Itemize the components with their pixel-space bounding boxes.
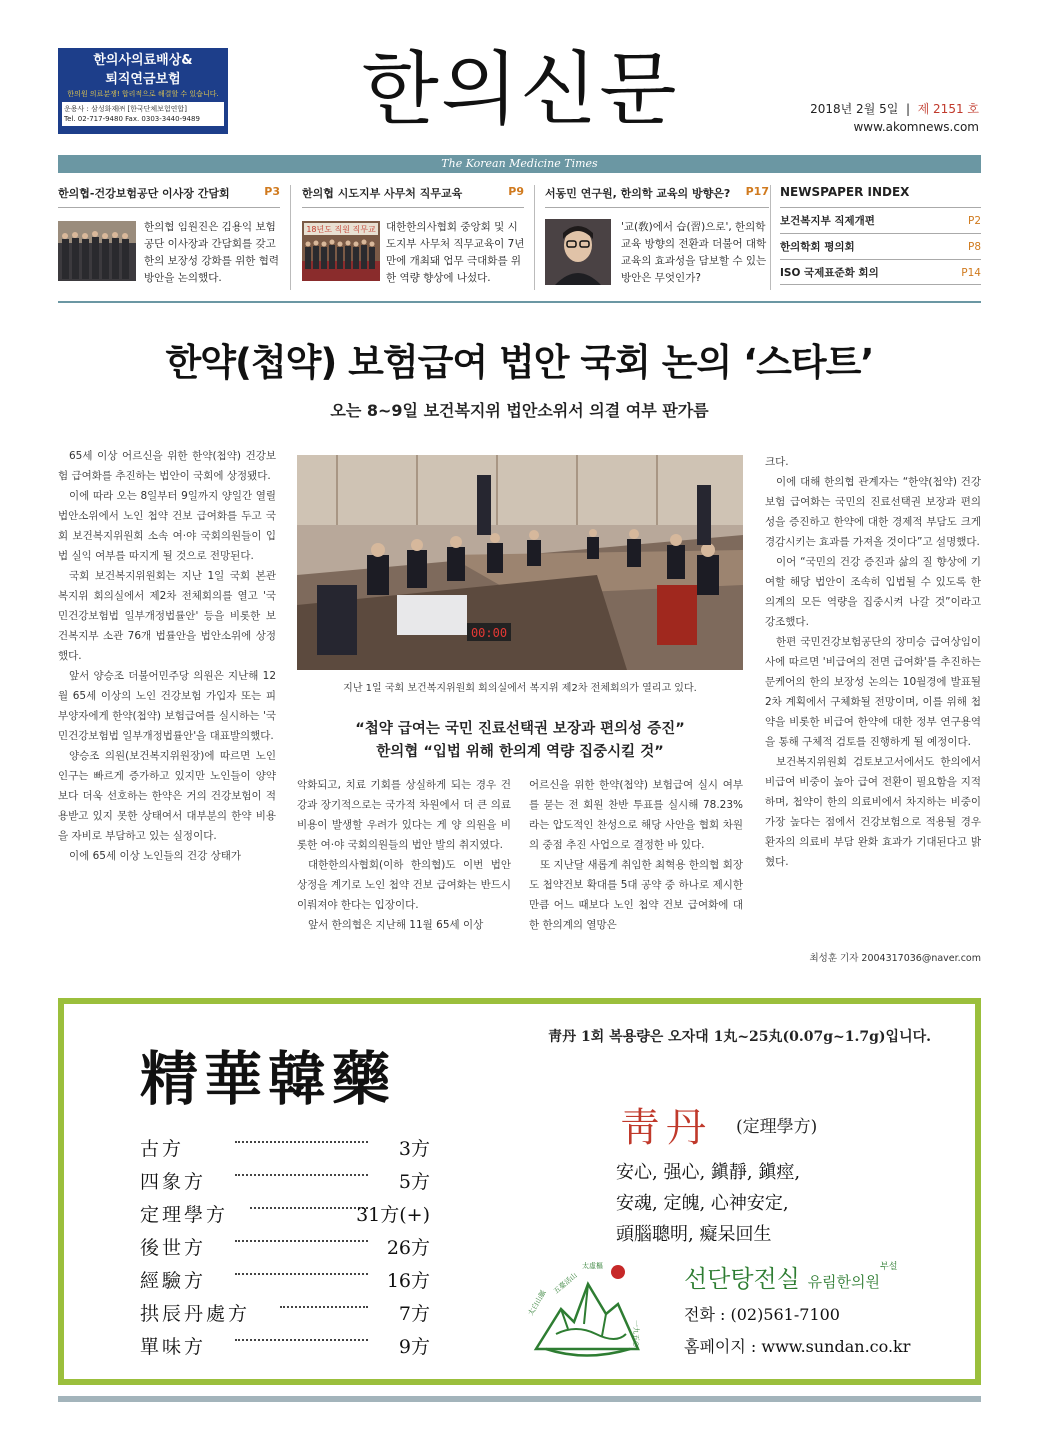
teaser-title: 한의협-건강보험공단 이사장 간담회 (58, 187, 230, 200)
teaser-portrait (545, 219, 611, 285)
teaser-page: P9 (508, 185, 524, 198)
newspaper-index (780, 185, 981, 285)
teaser-photo-banner-text: 18년도 직원 직무교 (306, 225, 376, 234)
article-photo (297, 455, 743, 670)
divider (290, 185, 291, 290)
recipe-name: 古方 (140, 1138, 185, 1160)
index-item-label: ISO 국제표준화 회의 (780, 267, 879, 279)
product-effect: 頭腦聰明, 癡呆回生 (616, 1224, 772, 1245)
teaser-1[interactable] (58, 185, 280, 290)
product-name: 靑丹 (620, 1105, 712, 1151)
index-item-label: 한의학회 평의회 (780, 241, 855, 253)
store-tag: 부설 (880, 1262, 898, 1272)
index-item-page: P2 (967, 215, 981, 227)
teaser-title: 서동민 연구원, 한의학 교육의 방향은? (545, 187, 731, 200)
product-subtitle: (定理學方) (736, 1117, 818, 1137)
paragraph: 악화되고, 치료 기회를 상실하게 되는 경우 건강과 장기적으로는 국가적 차원에서 더 큰 의료비용이 발생할 우려가 있다는 게 양 의원을 비롯한 여·야 국회의원들의 법안 발의 취지였다. (297, 779, 511, 851)
teaser-2[interactable] (302, 185, 524, 290)
paragraph: 앞서 양승조 더불어민주당 의원은 지난해 12월 65세 이상의 노인 건강보험 가입자 또는 피부양자에게 한약(첩약) 보험급여를 실시하는 '국민건강보험법 일부개정법률안'을 대표발의했다. (58, 670, 276, 742)
masthead: 한의신문 (361, 43, 679, 136)
logo-text-top: 太虛樞 (582, 1262, 603, 1270)
logo-text-right: 一九五○ (632, 1320, 640, 1348)
recipe-name: 拱辰丹處方 (140, 1303, 251, 1325)
recipe-row (140, 1266, 430, 1296)
article-column-2 (297, 775, 511, 935)
paragraph: 65세 이상 어르신을 위한 한약(첩약) 건강보험 급여화를 추진하는 법안이 국회에 상정됐다. (58, 450, 276, 482)
article-subhead: 오는 8~9일 보건복지위 법안소위서 의결 여부 판가름 (330, 401, 709, 420)
divider (534, 185, 535, 290)
product-effect: 安心, 强心, 鎭靜, 鎭痙, (616, 1162, 801, 1183)
recipe-row (140, 1299, 430, 1329)
product-effect: 安魂, 定魄, 心神安定, (616, 1193, 789, 1214)
recipe-row (140, 1134, 430, 1164)
recipe-count: 7方 (398, 1303, 430, 1325)
recipe-name: 經驗方 (140, 1270, 207, 1292)
divider (770, 185, 771, 290)
paragraph: 이에 65세 이상 노인들의 건강 상태가 (69, 850, 242, 862)
paragraph: 이에 따라 오는 8일부터 9일까지 양일간 열릴 법안소위에서 노인 첩약 건보 급여화를 두고 국회 보건복지위원회 소속 여·야 국회의원들이 입법 실익 여부를 따지게 될 것으로 전망된다. (58, 490, 276, 562)
photo-caption: 지난 1일 국회 보건복지위원회 회의실에서 복지위 제2차 전체회의가 열리고 있다. (343, 683, 697, 694)
index-item[interactable] (780, 259, 981, 285)
ad-dosage-note: 靑丹 1회 복용량은 오자대 1丸~25丸(0.07g~1.7g)입니다. (548, 1029, 931, 1045)
recipe-row (140, 1233, 430, 1263)
english-banner: The Korean Medicine Times (58, 155, 981, 173)
recipe-name: 單味方 (140, 1336, 207, 1358)
recipe-row (140, 1167, 430, 1197)
paragraph: 또 지난달 새롭게 취임한 최혁용 한의협 회장도 첩약건보 확대를 5대 공약 중 하나로 제시한 만큼 어느 때보다 노인 첩약 건보 급여화에 대한 한의계의 열망은 (529, 859, 743, 931)
paragraph: 국회 보건복지위원회는 지난 1일 국회 본관 복지위 회의실에서 제2차 전체회의를 열고 '국민건강보험법 일부개정법률안' 등을 비롯한 보건복지부 소관 76개 법률안을 법안소위에 상정했다. (58, 570, 276, 662)
article-column-1 (58, 446, 276, 866)
teaser-photo (58, 221, 136, 281)
paragraph: 한편 국민건강보험공단의 장미승 급여상임이사에 따르면 '비급여의 전면 급여화'를 추진하는 문케어의 한의 보장성 논의는 10월경에 발표될 2차 계획에서 구체화될 전망이며, 이를 위해 첩약을 비롯한 비급여 한약에 대한 정부 연구용역을 통해 구체적 검토를 진행하게 될 예정이다. (765, 636, 981, 748)
photo-timer-text: 00:00 (470, 626, 508, 640)
logo-text-mid: 五臺活山 (552, 1271, 579, 1296)
paragraph: 양승조 의원(보건복지위원장)에 따르면 노인 인구는 빠르게 증가하고 있지만 노인들이 양약보다 더욱 선호하는 한약은 거의 건강보험이 적용받고 있지 못한 상태여서 대부분의 한약 비용을 자비로 부담하고 있는 실정이다. (58, 750, 276, 842)
paragraph: 크다. (765, 456, 789, 468)
insurance-ad[interactable] (58, 48, 228, 134)
article-column-4 (765, 452, 981, 872)
index-item-page: P14 (961, 267, 981, 279)
teaser-title: 한의협 시도지부 사무처 직무교육 (302, 187, 463, 200)
index-item-page: P8 (967, 241, 981, 253)
index-item[interactable] (780, 233, 981, 259)
insurance-ad-operator: 운용사 : 삼성화재㈜ [한국단체보험연합] (64, 105, 187, 113)
recipe-name: 四象方 (140, 1171, 207, 1193)
paragraph: 대한한의사협회(이하 한의협)도 이번 법안 상정을 계기로 노인 첩약 건보 급여화는 반드시 이뤄져야 한다는 입장이다. (297, 859, 511, 911)
recipe-name: 定理學方 (140, 1204, 229, 1226)
teaser-text: '교(敎)에서 습(習)으로', 한의학 교육 방향의 전환과 더불어 대학 교육의 효과성을 담보할 수 있는 방안은 무엇인가? (621, 221, 767, 284)
recipe-count: 31方(+) (356, 1204, 430, 1226)
herbal-ad[interactable] (58, 998, 981, 1385)
paragraph: 어르신을 위한 한약(첩약) 보험급여 실시 여부를 묻는 전 회원 찬반 투표를 실시해 78.23%라는 압도적인 찬성으로 해당 사안을 협회 차원의 중점 추진 사업으로 결정한 바 있다. (529, 779, 743, 851)
recipe-count: 16方 (386, 1270, 430, 1292)
index-item-label: 보건복지부 직제개편 (780, 215, 875, 227)
article-column-3 (529, 775, 743, 935)
paragraph: 이에 대해 한의협 관계자는 “한약(첩약) 건강보험 급여화는 국민의 진료선택권 보장과 편의성을 증진하고 한약에 대한 경제적 부담도 크게 경감시키는 효과를 가져올 것이다”고 설명했다. (765, 476, 981, 548)
insurance-ad-phone: Tel. 02-717-9480 Fax. 0303-3440-9489 (64, 115, 200, 123)
pull-quote (297, 718, 743, 764)
store-name-sub: 유림한의원 (807, 1273, 881, 1291)
store-homepage[interactable]: 홈페이지 : www.sundan.co.kr (684, 1337, 911, 1356)
teaser-photo (302, 221, 380, 281)
recipe-count: 26方 (386, 1237, 430, 1259)
paragraph: 보건복지위원회 검토보고서에서도 한의에서 비급여 비중이 높아 급여 전환이 필요함을 지적하며, 첩약이 한의 의료비에서 차지하는 비중이 가장 높다는 점에서 건강보험으로 적용될 경우 환자의 의료비 부담 완화 효과가 기대된다고 밝혔다. (765, 756, 981, 868)
insurance-ad-tagline: 한의원 의료분쟁! 합리적으로 해결할 수 있습니다. (67, 90, 219, 98)
recipe-count: 5方 (398, 1171, 430, 1193)
insurance-ad-title-2: 퇴직연금보험 (105, 72, 181, 87)
section-rule (58, 301, 981, 303)
teaser-3[interactable] (545, 185, 769, 290)
byline: 최성훈 기자 2004317036@naver.com (809, 953, 981, 964)
recipe-name: 後世方 (140, 1237, 207, 1259)
issue-date: 2018년 2월 5일 (810, 102, 899, 116)
website-link[interactable]: www.akomnews.com (853, 120, 979, 134)
recipe-row (140, 1200, 430, 1230)
teaser-page: P3 (264, 185, 280, 198)
recipe-count: 3方 (398, 1138, 430, 1160)
store-name (684, 1259, 897, 1294)
teaser-text: 한의협 임원진은 김용익 보험공단 이사장과 간담회를 갖고 한의 보장성 강화를 위한 협력 방안을 논의했다. (144, 221, 280, 284)
issue-info: 2018년 2월 5일 | 제 2151 호 www.akomnews.com (810, 102, 979, 134)
ad-title: 精華韓藥 (140, 1045, 397, 1113)
paragraph: 앞서 한의협은 지난해 11월 65세 이상 (308, 919, 484, 931)
insurance-ad-title-1: 한의사의료배상& (93, 53, 193, 68)
teaser-text: 대한한의사협회 중앙회 및 시도지부 사무처 직무교육이 7년 만에 개최돼 업무 극대화를 위한 역량 향상에 나섰다. (386, 221, 525, 284)
index-item[interactable] (780, 207, 981, 233)
teaser-page: P17 (745, 185, 769, 198)
pull-quote-line-1: “첩약 급여는 국민 진료선택권 보장과 편의성 증진” (355, 721, 685, 737)
mountain-logo (526, 1254, 646, 1364)
store-name-main: 선단탕전실 (684, 1265, 800, 1293)
recipe-count: 9方 (398, 1336, 430, 1358)
index-title: NEWSPAPER INDEX (780, 185, 910, 199)
store-phone[interactable]: 전화 : (02)561-7100 (684, 1305, 840, 1324)
pull-quote-line-2: 한의협 “입법 위해 한의계 역량 집중시킬 것” (376, 744, 664, 760)
bottom-rule (58, 1396, 981, 1402)
paragraph: 이어 “국민의 건강 증진과 삶의 질 향상에 기여할 해당 법안이 조속히 입법될 수 있도록 한의계의 모든 역량을 집중시켜 나갈 것”이라고 강조했다. (765, 556, 981, 628)
recipe-row (140, 1332, 430, 1362)
issue-number: 제 2151 호 (917, 102, 979, 116)
logo-text-left: 太白山脈 (526, 1288, 548, 1317)
insurance-ad-contact (62, 102, 224, 126)
article-headline: 한약(첩약) 보험급여 법안 국회 논의 ‘스타트’ (165, 341, 874, 384)
